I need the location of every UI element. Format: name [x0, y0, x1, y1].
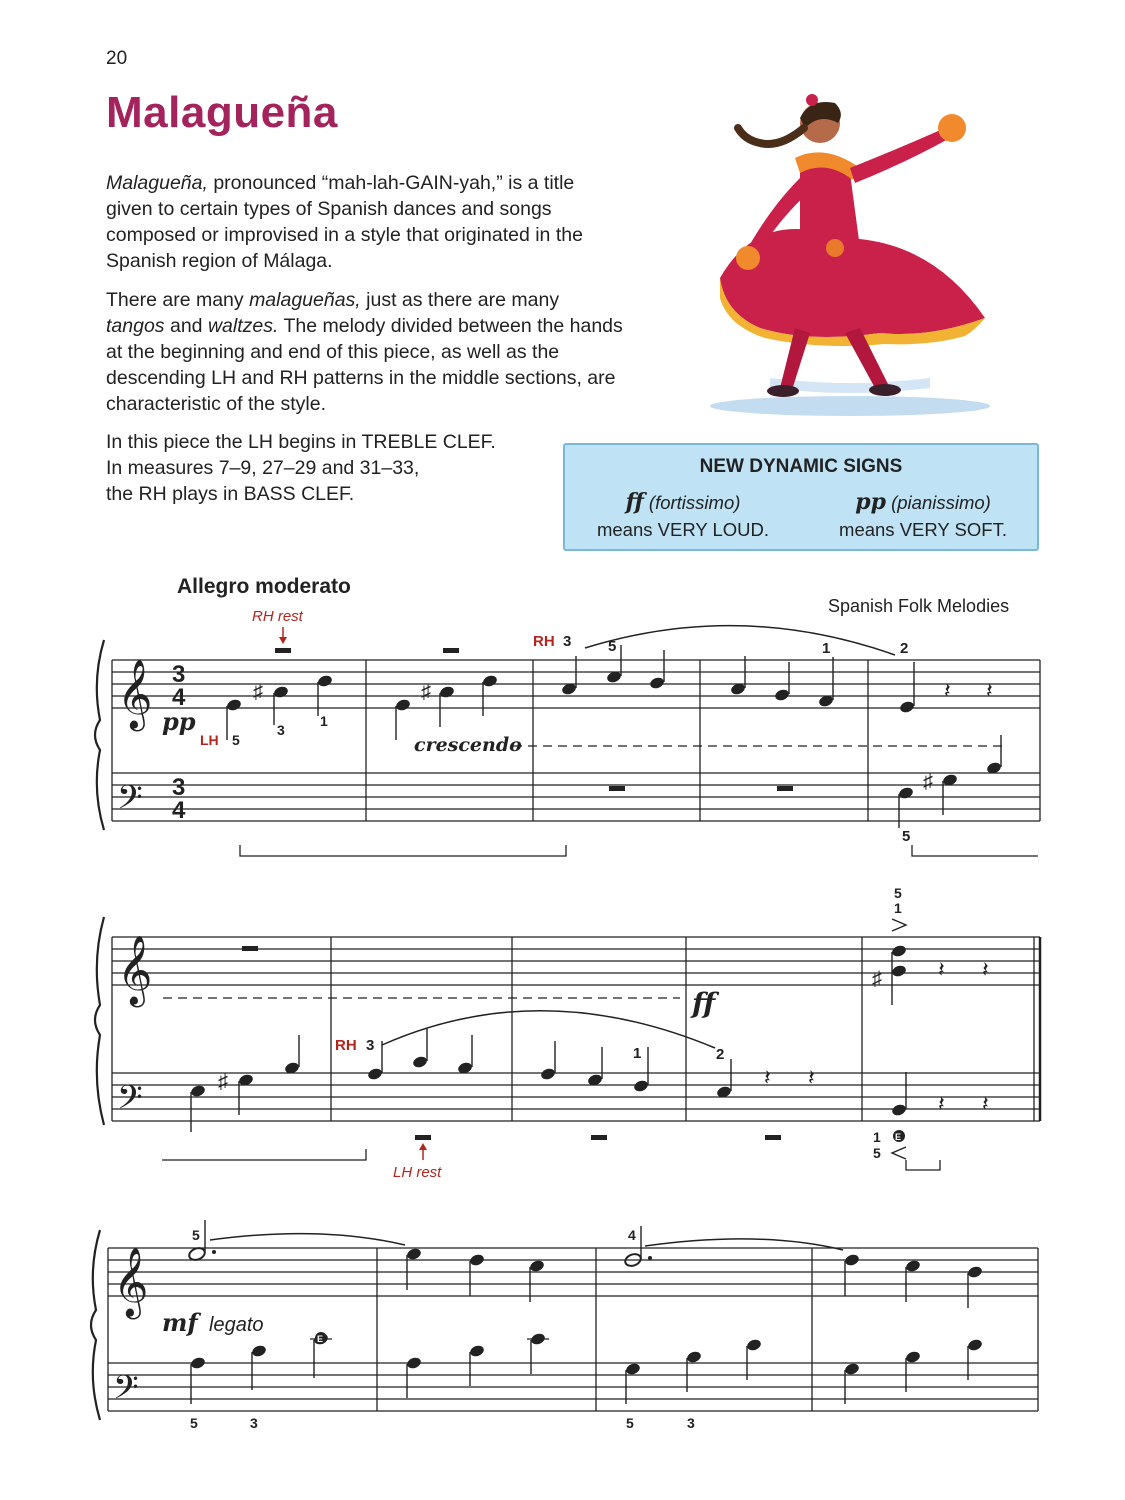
intro-p2-d: tangos	[106, 315, 165, 337]
time-sig-bottom-bass: 4	[172, 797, 186, 824]
page-number: 20	[106, 48, 128, 69]
ff-dynamic: ff	[692, 987, 716, 1020]
bass-clef-icon: 𝄢	[113, 1369, 139, 1415]
ff-meaning: means VERY LOUD.	[596, 519, 770, 540]
finger-1: 1	[320, 713, 328, 729]
intro-p1-italic: Malagueña,	[106, 172, 208, 194]
slur	[382, 1011, 715, 1048]
intro-p3-line2: In measures 7–9, 27–29 and 31–33,	[106, 457, 420, 479]
finger-5: 5	[608, 638, 617, 655]
accent	[892, 919, 906, 931]
intro-paragraph-1	[106, 170, 626, 274]
finger-5: 5	[902, 828, 911, 845]
time-sig-top: 3	[172, 661, 186, 688]
tempo-marking: Allegro moderato	[177, 575, 351, 598]
whole-rest	[765, 1135, 781, 1140]
quarter-rest: 𝄽	[808, 1065, 815, 1090]
treble-clef-icon: 𝄞	[117, 935, 153, 1005]
finger-5: 5	[190, 1415, 198, 1431]
finger-1: 1	[822, 640, 831, 657]
intro-p1-text: pronounced “mah-lah-GAIN-yah,” is a title given to certain types of Spanish dances and songs composed or improvised in a style that originated in the Spanish region of Málaga.	[106, 172, 583, 272]
finger-1-top: 1	[894, 900, 902, 916]
lh-rest-label: LH rest	[393, 1164, 442, 1181]
quarter-rest: 𝄽	[982, 957, 989, 982]
rh-label: RH	[533, 633, 555, 650]
finger-2: 2	[716, 1046, 725, 1063]
whole-rest	[443, 648, 459, 653]
ff-symbol: ff	[625, 489, 644, 515]
composer-credit: Spanish Folk Melodies	[828, 596, 1010, 616]
intro-paragraph-3	[106, 429, 626, 507]
ff-name: (fortissimo)	[648, 492, 741, 513]
pp-name: (pianissimo)	[891, 492, 991, 513]
whole-rest	[415, 1135, 431, 1140]
dancer-illustration	[700, 88, 990, 418]
svg-text:♯: ♯	[923, 771, 933, 793]
pianissimo-entry	[813, 489, 1033, 543]
slur	[585, 626, 895, 655]
fortissimo-entry	[573, 489, 793, 543]
intro-paragraph-2	[106, 287, 626, 417]
system-1-glyphs	[117, 608, 1038, 856]
finger-5: 5	[232, 732, 240, 748]
finger-1: 1	[633, 1045, 642, 1062]
finger-3: 3	[250, 1415, 258, 1431]
bass-clef-icon: 𝄢	[117, 779, 143, 825]
mf-dynamic: mf	[162, 1308, 198, 1337]
rh-label: RH	[335, 1037, 357, 1054]
intro-p3-line3: the RH plays in BASS CLEF.	[106, 483, 355, 505]
rh-rest-label: RH rest	[252, 608, 303, 625]
quarter-rest: 𝄽	[986, 678, 993, 703]
dynamic-signs-title: NEW DYNAMIC SIGNS	[699, 456, 903, 477]
svg-text:♯: ♯	[218, 1071, 228, 1093]
whole-rest	[777, 786, 793, 791]
e-note-label: E	[895, 1132, 902, 1142]
dynamic-signs-box	[563, 443, 1039, 551]
intro-p2-e: and	[164, 315, 208, 337]
finger-4-top: 4	[628, 1227, 636, 1243]
time-sig-top-bass: 3	[172, 774, 186, 801]
intro-p2-g: The melody divided between the hands at the beginning and end of this piece, as well as the descending LH and RH patterns in the middle sections, are characteristic of the style.	[106, 315, 623, 415]
finger-3: 3	[277, 722, 285, 738]
treble-clef-icon: 𝄞	[113, 1247, 149, 1317]
svg-text:♯: ♯	[872, 968, 882, 990]
pp-dynamic: pp	[162, 707, 196, 736]
svg-text:♯: ♯	[421, 681, 431, 703]
sharp: ♯	[253, 681, 263, 703]
e-note-label: E	[317, 1334, 324, 1344]
finger-5-top: 5	[894, 885, 902, 901]
finger-3: 3	[563, 633, 572, 650]
crescendo-label: crescendo	[414, 734, 522, 756]
whole-rest	[275, 648, 291, 653]
pp-symbol: pp	[855, 489, 886, 515]
finger-3: 3	[687, 1415, 695, 1431]
music-score	[0, 560, 1125, 1460]
quarter-rest: 𝄽	[944, 678, 951, 703]
system-2-glyphs	[117, 885, 989, 1181]
quarter-rest: 𝄽	[764, 1065, 771, 1090]
whole-rest	[609, 786, 625, 791]
whole-rest	[591, 1135, 607, 1140]
tie	[210, 1234, 405, 1245]
intro-p2-f: waltzes.	[207, 315, 279, 337]
legato-label: legato	[209, 1314, 264, 1336]
finger-5-top: 5	[192, 1227, 200, 1243]
lh-label: LH	[200, 732, 219, 748]
treble-clef-icon: 𝄞	[117, 659, 153, 729]
quarter-rest: 𝄽	[982, 1091, 989, 1116]
finger-2: 2	[900, 640, 909, 657]
page-title: Malagueña	[106, 88, 338, 137]
pp-meaning: means VERY SOFT.	[839, 519, 1007, 540]
intro-p2-c: just as there are many	[360, 289, 560, 311]
finger-5: 5	[626, 1415, 634, 1431]
quarter-rest: 𝄽	[938, 957, 945, 982]
finger-3: 3	[366, 1037, 375, 1054]
whole-rest	[242, 946, 258, 951]
finger-5-bot: 5	[873, 1145, 881, 1161]
intro-p2-b: malagueñas,	[249, 289, 361, 311]
intro-p2-a: There are many	[106, 289, 250, 311]
time-sig-bottom: 4	[172, 684, 186, 711]
quarter-rest: 𝄽	[938, 1091, 945, 1116]
intro-p3-line1: In this piece the LH begins in TREBLE CLEF.	[106, 431, 496, 453]
bass-clef-icon: 𝄢	[117, 1079, 143, 1125]
finger-1-bot: 1	[873, 1129, 881, 1145]
